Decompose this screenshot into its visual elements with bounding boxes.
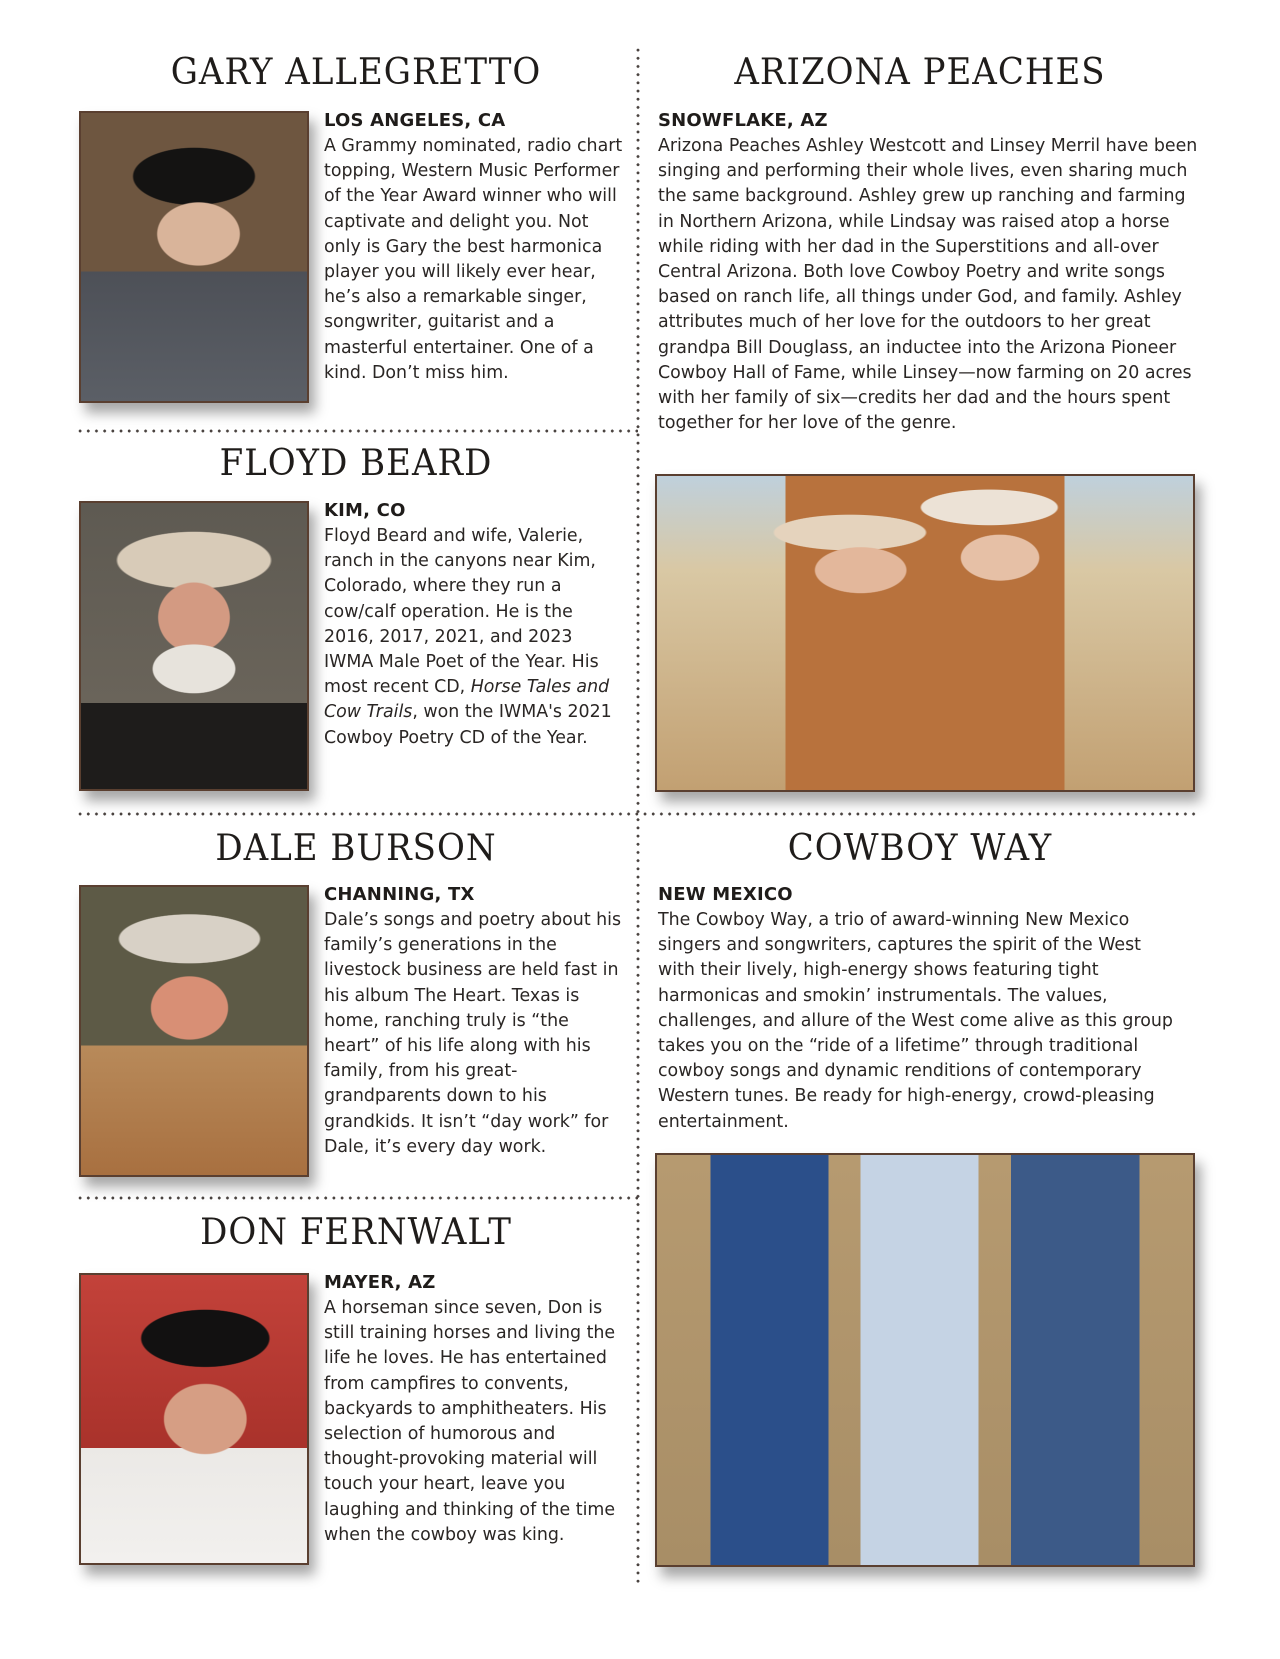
performer-bio — [324, 524, 626, 751]
performer-name: DON FERNWALT — [200, 1210, 512, 1254]
performer-location: LOS ANGELES, CA — [324, 110, 506, 131]
performer-name: DALE BURSON — [215, 826, 497, 870]
performer-photo — [79, 885, 309, 1177]
section-divider-dale-don — [76, 1196, 638, 1200]
bio-text: , won the IWMA's 2021 Cowboy Poetry CD of the Year. — [324, 702, 612, 748]
performer-photo — [79, 501, 309, 791]
performer-location: KIM, CO — [324, 500, 406, 521]
section-divider-middle — [76, 812, 1196, 816]
performer-name: FLOYD BEARD — [219, 441, 493, 485]
performer-photo — [79, 111, 309, 403]
column-divider — [636, 46, 640, 1586]
section-divider-gary-floyd — [76, 429, 638, 433]
performer-photo — [655, 474, 1195, 792]
performer-name: ARIZONA PEACHES — [734, 50, 1106, 94]
bio-text: Floyd Beard and wife, Valerie, ranch in the canyons near Kim, Colorado, where they run a cow/calf operation. He is the 2016, 2017, 2021, and 2023 IWMA Male Poet of the Year. His most recent CD, — [324, 526, 599, 698]
performer-location: CHANNING, TX — [324, 884, 475, 905]
performer-bio: Arizona Peaches Ashley Westcott and Linsey Merril have been singing and performing their whole lives, even sharing much the same background. Ashley grew up ranching and farming in Northern Arizona, while Lindsay was raised atop a horse while riding with her dad in the Superstitions and all-over Central Arizona. Both love Cowboy Poetry and write songs based on ranch life, all things under God, and family. Ashley attributes much of her love for the outdoors to her great grandpa Bill Douglass, an inductee into the Arizona Pioneer Cowboy Hall of Fame, while Linsey—now farming on 20 acres with her family of six—credits her dad and the hours spent together for her love of the genre. — [658, 136, 1198, 434]
album-title: Horse Tales and Cow Trails — [324, 677, 610, 723]
performer-bio: A horseman since seven, Don is still training horses and living the life he loves. He has entertained from campfires to convents, backyards to amphitheaters. His selection of humorous and thought-provoking material will touch your heart, leave you laughing and thinking of the time when the cowboy was king. — [324, 1298, 616, 1545]
performer-location: SNOWFLAKE, AZ — [658, 110, 828, 131]
performer-name: GARY ALLEGRETTO — [170, 50, 542, 94]
performer-name: COWBOY WAY — [787, 826, 1053, 870]
performer-bio: Dale’s songs and poetry about his family’s generations in the livestock business are held fast in his album The Heart. Texas is home, ranching truly is “the heart” of his life along with his family, from his great-grandparents down to his grandkids. It isn’t “day work” for Dale, it’s every day work. — [324, 910, 622, 1157]
performer-bio: A Grammy nominated, radio chart topping, Western Music Performer of the Year Award winner who will captivate and delight you. Not only is Gary the best harmonica player you will likely ever hear, he’s also a remarkable singer, songwriter, guitarist and a masterful entertainer. One of a kind. Don’t miss him. — [324, 136, 623, 383]
performer-location: MAYER, AZ — [324, 1272, 436, 1293]
performer-photo — [655, 1153, 1195, 1567]
performer-location: NEW MEXICO — [658, 884, 793, 905]
performer-photo — [79, 1273, 309, 1565]
performer-bio: The Cowboy Way, a trio of award-winning New Mexico singers and songwriters, captures the spirit of the West with their lively, high-energy shows featuring tight harmonicas and smokin’ instrumentals. The values, challenges, and allure of the West come alive as this group takes you on the “ride of a lifetime” through traditional cowboy songs and dynamic renditions of contemporary Western tunes. Be ready for high-energy, crowd-pleasing entertainment. — [658, 910, 1173, 1132]
